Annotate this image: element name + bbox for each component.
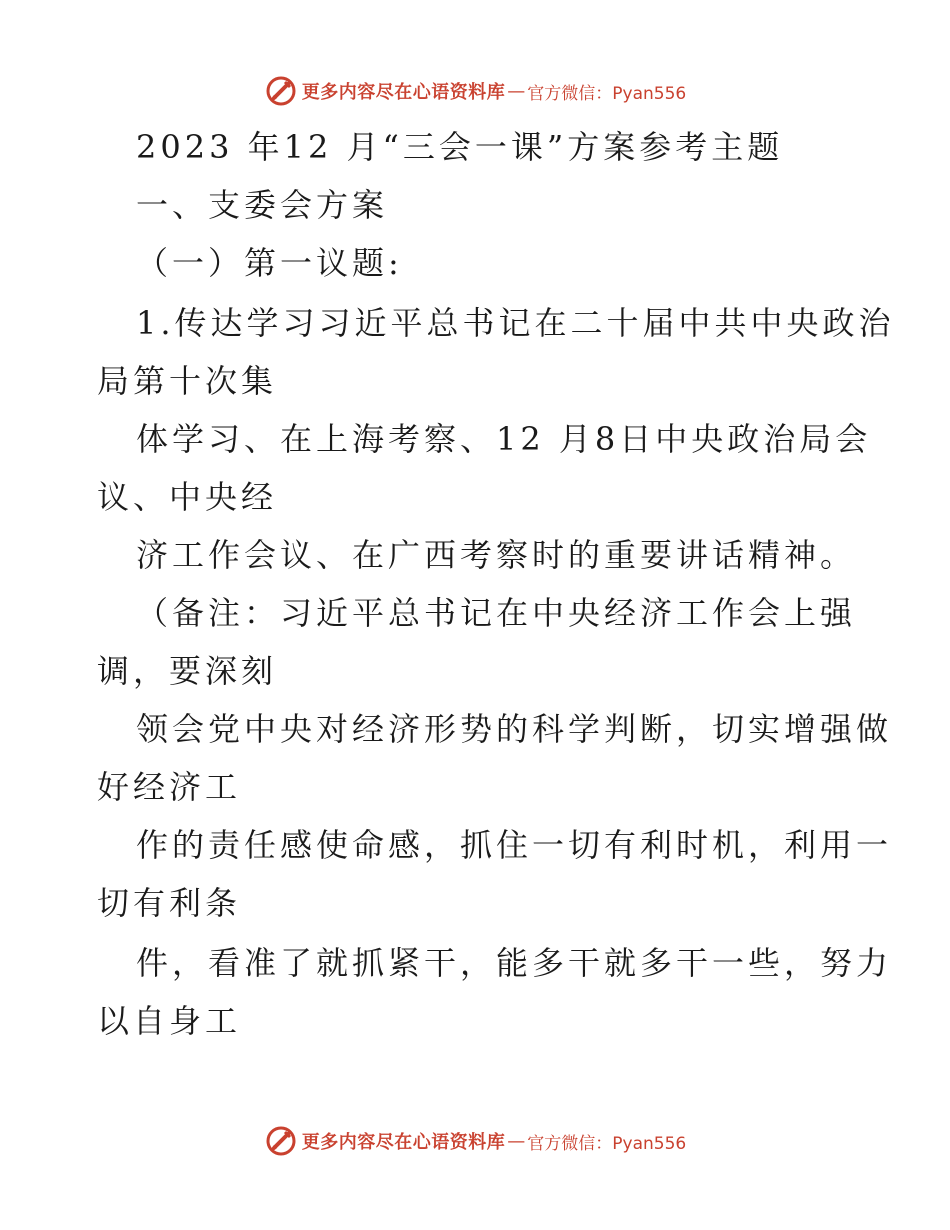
document-title: 2023 年12 月“三会一课”方案参考主题	[136, 128, 784, 166]
text-line: 体学习、在上海考察、12 月8日中央政治局会	[136, 420, 872, 458]
text-line: 好经济工	[97, 768, 242, 806]
watermark-separator: —	[507, 80, 526, 102]
text-line: 1.传达学习习近平总书记在二十届中共中央政治	[136, 304, 895, 342]
subsection-heading: （一）第一议题:	[136, 244, 403, 282]
watermark-text: 更多内容尽在心语资料库	[301, 1132, 506, 1153]
text-line: 议、中央经	[97, 478, 278, 516]
text-line: 以自身工	[97, 1002, 242, 1040]
text-line: 领会党中央对经济形势的科学判断，切实增强做	[136, 710, 893, 748]
watermark-footer	[0, 1121, 950, 1161]
text-line: 件，看准了就抓紧干，能多干就多干一些，努力	[136, 944, 893, 982]
text-line: 济工作会议、在广西考察时的重要讲话精神。	[136, 536, 857, 574]
text-line: 调，要深刻	[97, 652, 278, 690]
text-line: 切有利条	[97, 884, 242, 922]
pen-logo-icon	[264, 74, 298, 108]
watermark-separator: —	[507, 1130, 526, 1152]
text-line: 局第十次集	[97, 362, 278, 400]
section-heading: 一、支委会方案	[136, 186, 389, 224]
text-line: （备注：习近平总书记在中央经济工作会上强	[136, 594, 857, 632]
pen-logo-icon	[264, 1124, 298, 1158]
watermark-header	[0, 71, 950, 111]
watermark-text: 更多内容尽在心语资料库	[301, 82, 506, 103]
watermark-sub: 官方微信：Pyan556	[527, 83, 687, 104]
watermark-sub: 官方微信：Pyan556	[527, 1133, 687, 1154]
text-line: 作的责任感使命感，抓住一切有利时机，利用一	[136, 826, 893, 864]
